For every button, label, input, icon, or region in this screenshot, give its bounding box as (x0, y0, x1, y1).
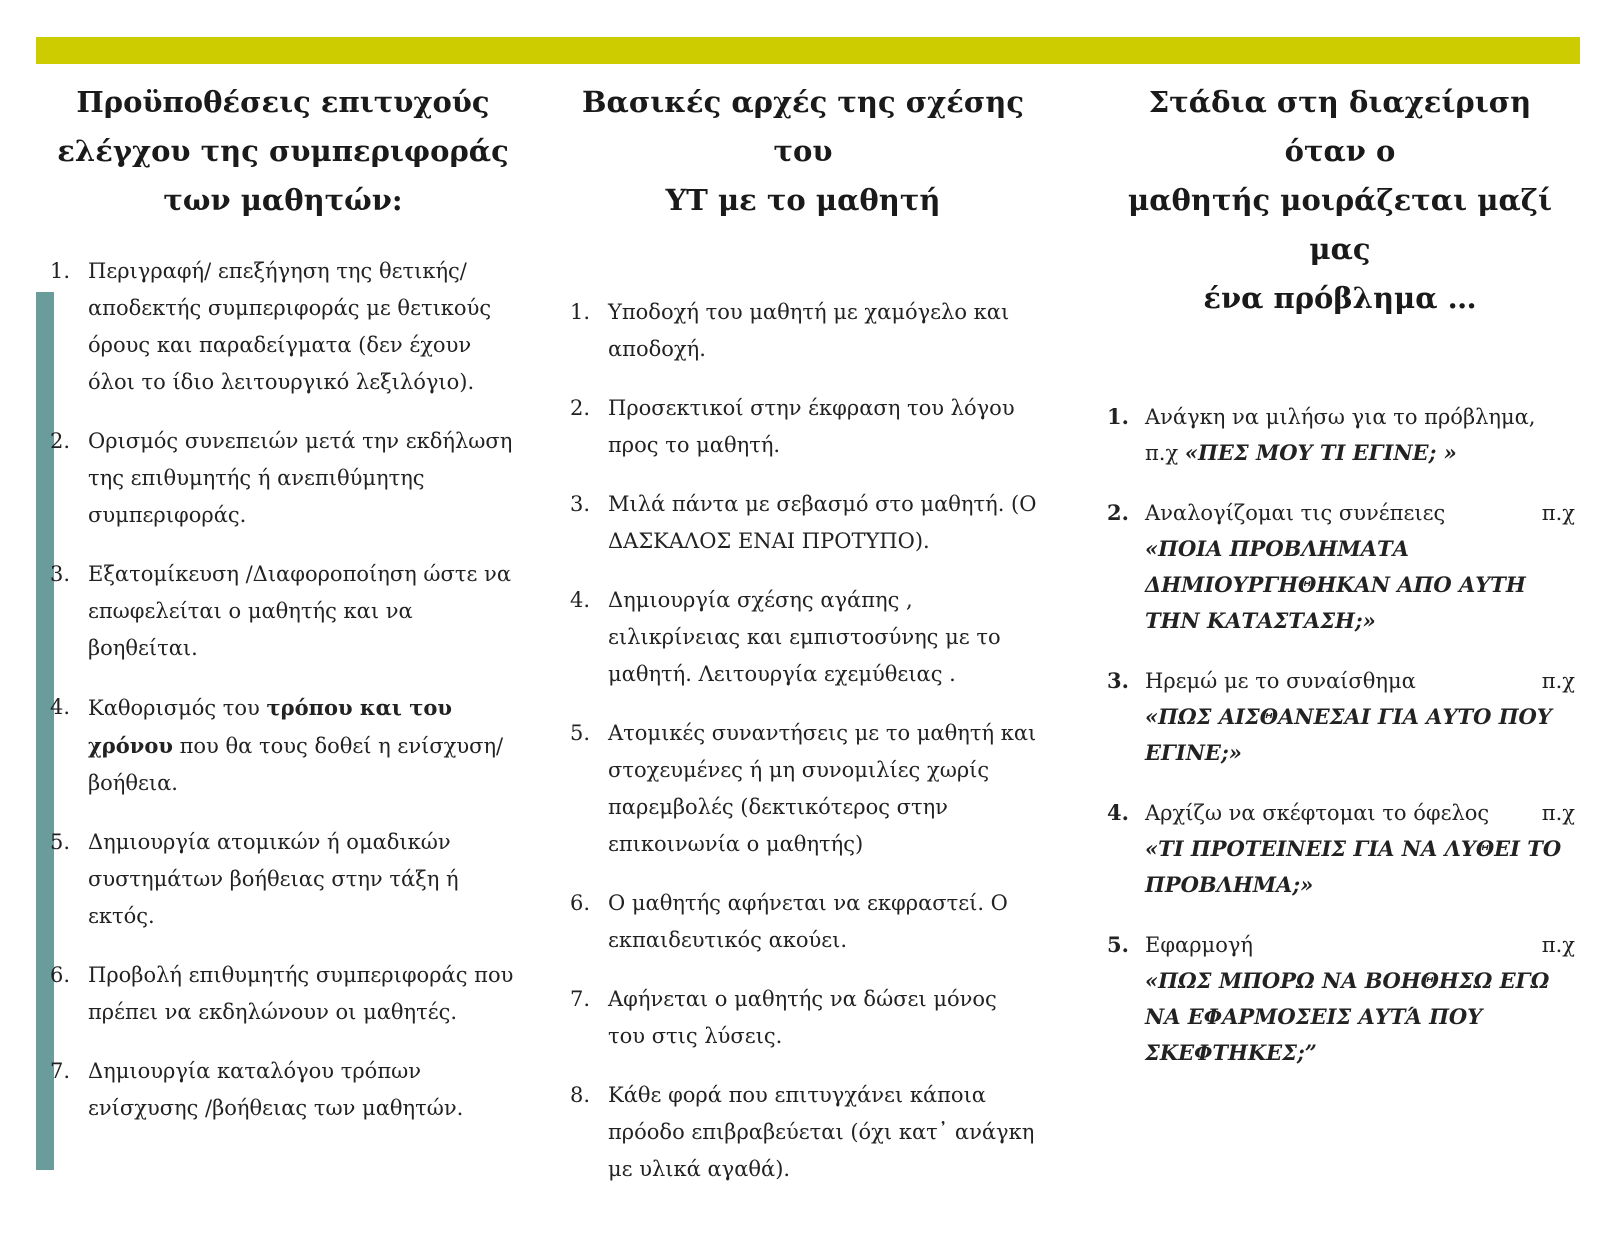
list-item (48, 824, 518, 935)
item-number: 1. (570, 300, 591, 324)
item-number: 6. (570, 891, 591, 915)
heading-line: Στάδια στη διαχείριση όταν ο (1148, 85, 1532, 168)
list-item (1105, 927, 1575, 1071)
list-item (568, 486, 1038, 560)
item-text: Ορισμός συνεπειών μετά την εκδήλωση της επιθυμητής ή ανεπιθύμητης συμπεριφοράς. (88, 429, 513, 527)
column-teacher-student-relationship (568, 78, 1038, 1210)
item-number: 5. (50, 830, 71, 854)
stage-label: Αρχίζω να σκέφτομαι το όφελος (1145, 801, 1490, 825)
list-item (568, 981, 1038, 1055)
column-behavior-control (48, 78, 518, 1149)
list-item (1105, 795, 1575, 903)
item-text: Μιλά πάντα με σεβασμό στο μαθητή. (Ο ΔΑΣΚΑΛΟΣ ΕΝΑΙ ΠΡΟΤΥΠΟ). (608, 492, 1037, 553)
column-heading (1105, 78, 1575, 323)
example-question: «ΠΩΣ ΜΠΟΡΩ ΝΑ ΒΟΗΘΗΣΩ ΕΓΩ ΝΑ ΕΦΑΡΜΟΣΕΙΣ ΑΥΤΆ ΠΟΥ ΣΚΕΦΤΗΚΕΣ;” (1145, 968, 1550, 1065)
stage-label: Ηρεμώ με το συναίσθημα (1145, 669, 1416, 693)
item-text: Υποδοχή του μαθητή με χαμόγελο και αποδοχή. (608, 300, 1010, 361)
list-item (1105, 663, 1575, 771)
item-number: 7. (570, 987, 591, 1011)
item-text-bold: τρόπου και του χρόνου (88, 695, 452, 758)
item-number: 2. (50, 429, 71, 453)
list-item (48, 1053, 518, 1127)
list-item (568, 390, 1038, 464)
list-item (568, 715, 1038, 863)
item-text: Κάθε φορά που επιτυγχάνει κάποια πρόοδο επιβραβεύεται (όχι κατ᾽ ανάγκη με υλικά αγαθά). (608, 1083, 1035, 1181)
numbered-list (1105, 399, 1575, 1071)
item-number: 3. (570, 492, 591, 516)
column-heading (48, 78, 518, 225)
top-accent-bar (36, 37, 1580, 64)
heading-line: Προϋποθέσεις επιτυχούς (76, 85, 490, 119)
item-number: 4. (570, 588, 591, 612)
example-question: «ΠΟΙΑ ΠΡΟΒΛΗΜΑΤΑ ΔΗΜΙΟΥΡΓΗΘΗΚΑΝ ΑΠΟ ΑΥΤΗ ΤΗΝ ΚΑΤΑΣΤΑΣΗ;» (1145, 536, 1526, 633)
list-item (568, 294, 1038, 368)
heading-line: μαθητής μοιράζεται μαζί μας (1127, 183, 1553, 266)
item-text: Δημιουργία σχέσης αγάπης , ειλικρίνειας και εμπιστοσύνης με το μαθητή. Λειτουργία εχεμύθειας . (608, 588, 1001, 686)
item-text: Εξατομίκευση /Διαφοροποίηση ώστε να επωφελείται ο μαθητής και να βοηθείται. (88, 562, 512, 660)
item-text-post: που θα τους δοθεί η ενίσχυση/ βοήθεια. (88, 734, 504, 795)
list-item (568, 1077, 1038, 1188)
example-prefix: π.χ (1541, 801, 1575, 825)
item-number: 4. (50, 695, 71, 719)
heading-line: των μαθητών: (163, 183, 403, 217)
example-prefix: π.χ (1541, 933, 1575, 957)
item-text-pre: Καθορισμός του (88, 696, 267, 720)
numbered-list (568, 294, 1038, 1188)
item-text: Προσεκτικοί στην έκφραση του λόγου προς το μαθητή. (608, 396, 1015, 457)
item-number: 3. (1107, 668, 1129, 693)
item-text: Αφήνεται ο μαθητής να δώσει μόνος του στις λύσεις. (608, 987, 997, 1048)
list-item (1105, 399, 1575, 471)
list-item (568, 885, 1038, 959)
numbered-list (48, 253, 518, 1127)
list-item (48, 556, 518, 667)
item-text: Προβολή επιθυμητής συμπεριφοράς που πρέπει να εκδηλώνουν οι μαθητές. (88, 963, 514, 1024)
list-item (48, 689, 518, 802)
stage-label: Αναλογίζομαι τις συνέπειες (1145, 501, 1446, 525)
example-question: «ΤΙ ΠΡΟΤΕΙΝΕΙΣ ΓΙΑ ΝΑ ΛΥΘΕΙ ΤΟ ΠΡΟΒΛΗΜΑ;» (1145, 836, 1562, 897)
heading-line: ελέγχου της συμπεριφοράς (57, 134, 509, 168)
list-item (568, 582, 1038, 693)
stage-label: Ανάγκη να μιλήσω για το πρόβλημα, (1145, 405, 1536, 429)
item-text: Δημιουργία καταλόγου τρόπων ενίσχυσης /βοήθειας των μαθητών. (88, 1059, 464, 1120)
item-text: Περιγραφή/ επεξήγηση της θετικής/ αποδεκτής συμπεριφοράς με θετικούς όρους και παραδείγματα (δεν έχουν όλοι το ίδιο λειτουργικό λεξιλόγιο). (88, 259, 492, 394)
item-number: 6. (50, 963, 71, 987)
example-question: «ΠΩΣ ΑΙΣΘΑΝΕΣΑΙ ΓΙΑ ΑΥΤΟ ΠΟΥ ΕΓΙΝΕ;» (1145, 704, 1552, 765)
item-number: 2. (570, 396, 591, 420)
list-item (48, 253, 518, 401)
item-number: 7. (50, 1059, 71, 1083)
example-prefix: π.χ (1145, 441, 1185, 465)
item-number: 1. (1107, 404, 1129, 429)
item-text: Δημιουργία ατομικών ή ομαδικών συστημάτων βοήθειας στην τάξη ή εκτός. (88, 830, 459, 928)
example-prefix: π.χ (1541, 501, 1575, 525)
item-number: 5. (1107, 932, 1129, 957)
heading-line: Βασικές αρχές της σχέσης του (582, 85, 1024, 168)
column-problem-management-stages (1105, 78, 1575, 1095)
item-text: Ατομικές συναντήσεις με το μαθητή και στοχευμένες ή μη συνομιλίες χωρίς παρεμβολές (δεκτικότερος στην επικοινωνία ο μαθητής) (608, 721, 1037, 856)
stage-label: Εφαρμογή (1145, 933, 1253, 957)
list-item (48, 423, 518, 534)
item-number: 2. (1107, 500, 1129, 525)
item-number: 8. (570, 1083, 591, 1107)
item-number: 1. (50, 259, 71, 283)
list-item (48, 957, 518, 1031)
item-number: 5. (570, 721, 591, 745)
example-question: «ΠΕΣ ΜΟΥ ΤΙ ΕΓΙΝΕ; » (1184, 440, 1457, 465)
heading-line: ΥΤ με το μαθητή (665, 183, 941, 217)
example-prefix: π.χ (1541, 669, 1575, 693)
list-item (1105, 495, 1575, 639)
item-text: Ο μαθητής αφήνεται να εκφραστεί. Ο εκπαιδευτικός ακούει. (608, 891, 1008, 952)
item-number: 3. (50, 562, 71, 586)
item-number: 4. (1107, 800, 1129, 825)
column-heading (568, 78, 1038, 225)
heading-line: ένα πρόβλημα … (1203, 281, 1477, 315)
